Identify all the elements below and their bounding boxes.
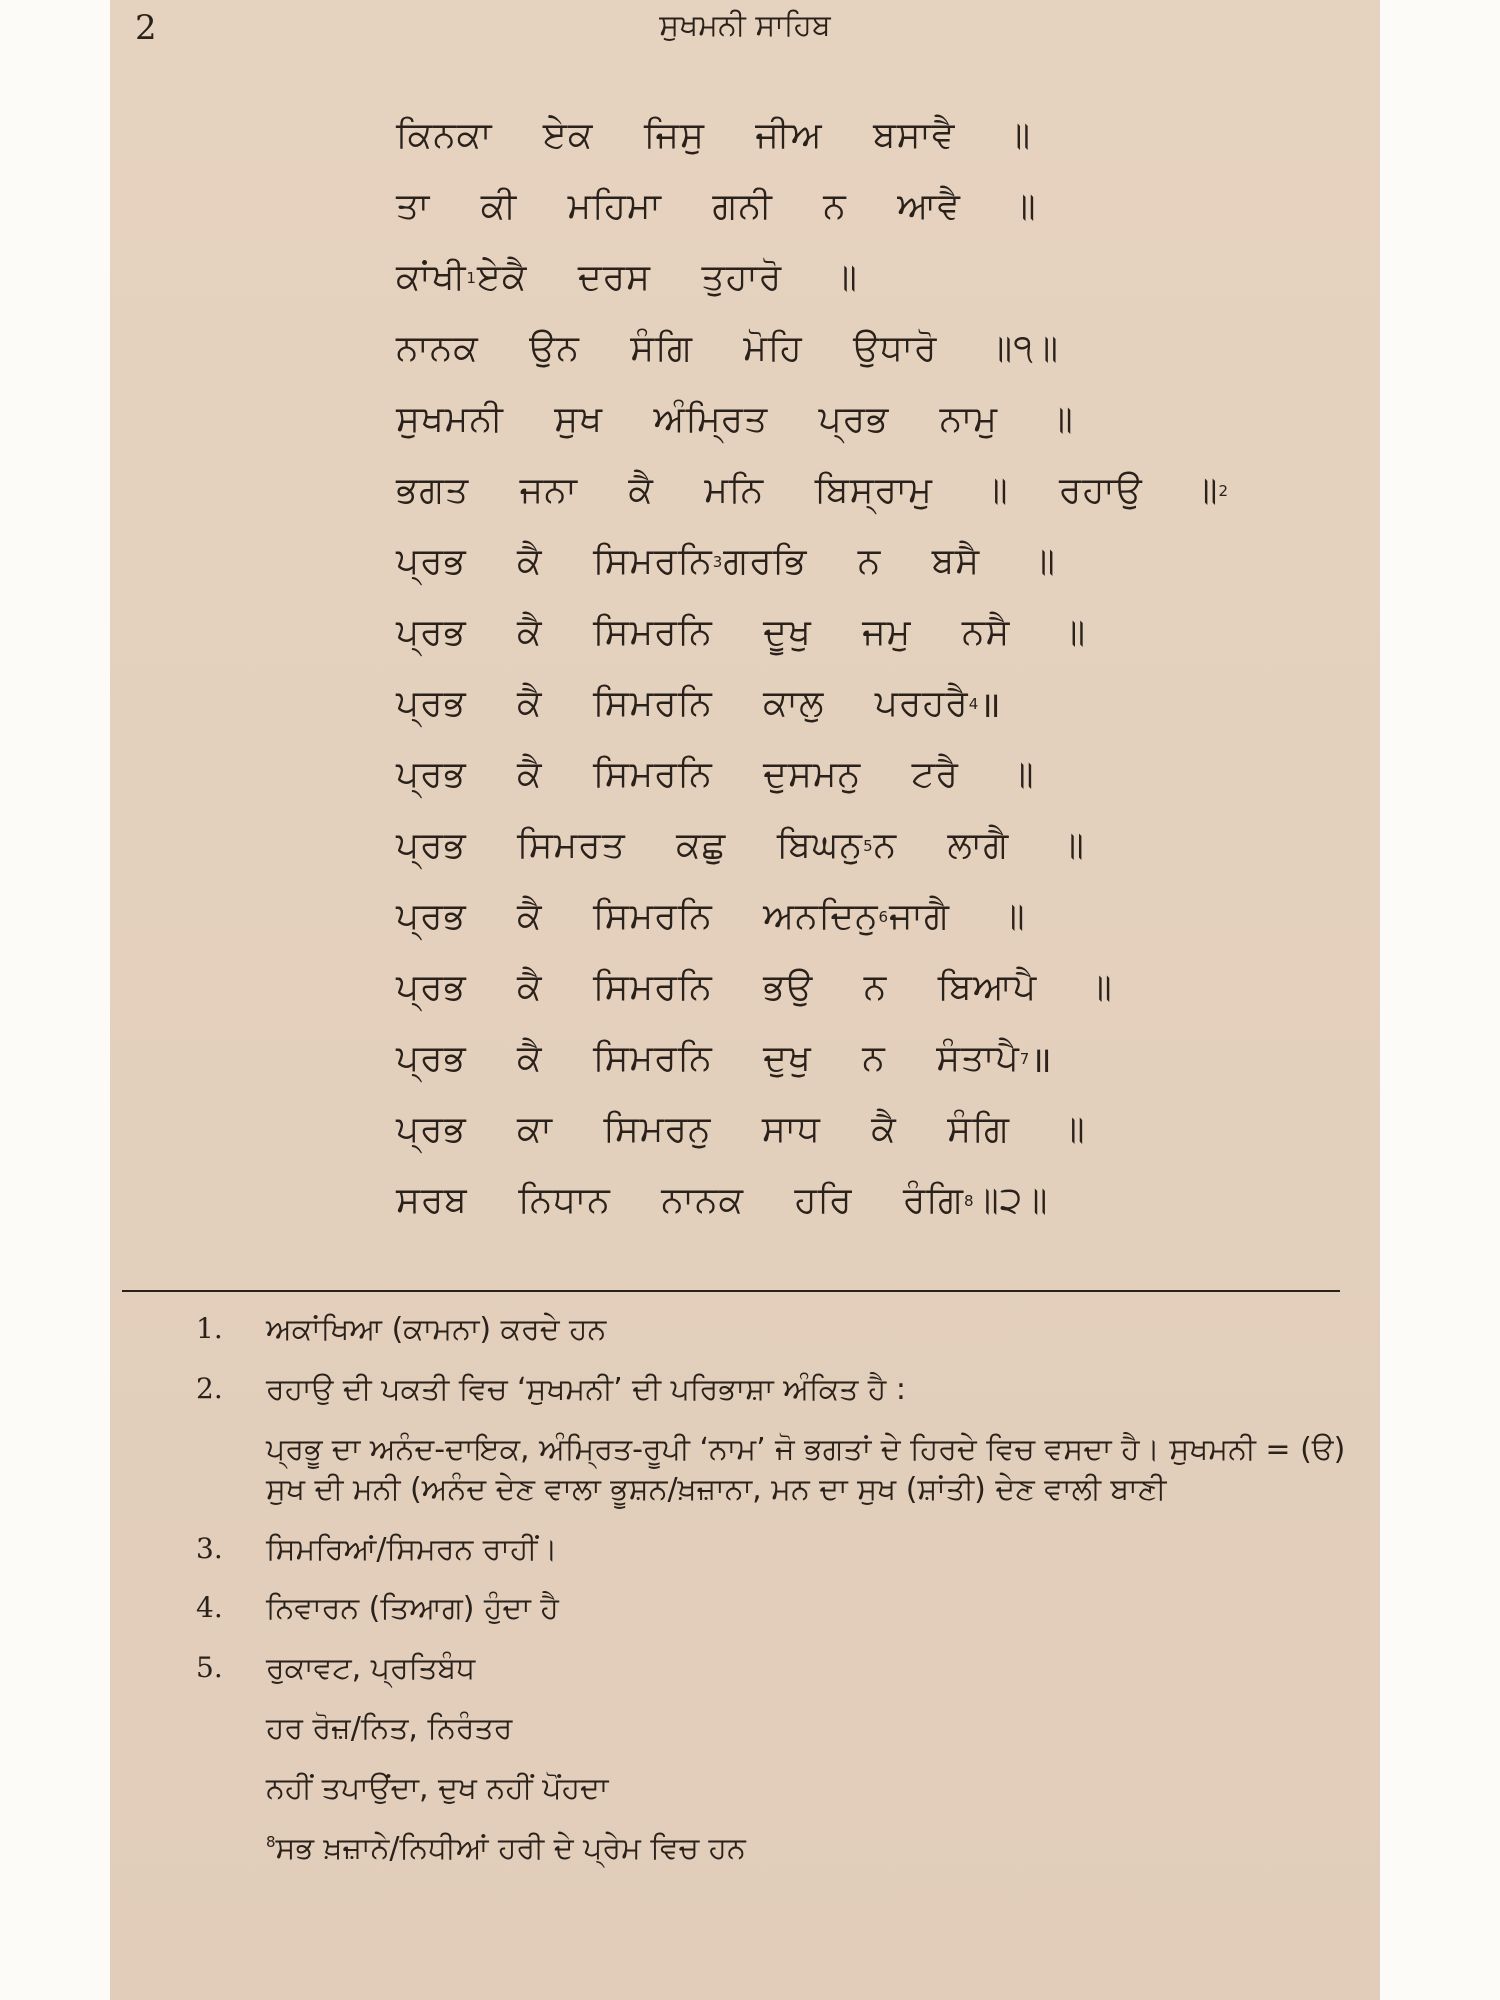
footnote-item: $^8$ਸਭ ਖ਼ਜ਼ਾਨੇ/ਨਿਧੀਆਂ ਹਰੀ ਦੇ ਪ੍ਰੇਮ ਵਿਚ ਹਨ — [266, 1831, 746, 1867]
footnotes — [196, 1310, 1366, 1869]
verse-line: ਕਾਂਖੀ 1 ਏਕੈ ਦਰਸ ਤੁਹਾਰੋ ॥ — [396, 256, 858, 298]
footnote-ref: 3 — [712, 552, 724, 571]
verse-line: ਸੁਖਮਨੀ ਸੁਖ ਅੰਮ੍ਰਿਤ ਪ੍ਰਭ ਨਾਮੁ ॥ — [396, 398, 1074, 440]
verse-line: ਪ੍ਰਭ ਕੈ ਸਿਮਰਨਿ ਦੁਖੁ ਨ ਸੰਤਾਪੈ 7 ॥ — [396, 1037, 1053, 1081]
page-number: 2 — [135, 8, 157, 48]
footnote-ref: 1 — [466, 268, 477, 287]
verse-line: ਨਾਨਕ ਉਨ ਸੰਗਿ ਮੋਹਿ ਉਧਾਰੋ ॥੧॥ — [396, 327, 1060, 369]
footnote-item: 5. ਰੁਕਾਵਟ, ਪ੍ਰਤਿਬੰਧ — [196, 1651, 476, 1687]
footnote-ref: 4 — [968, 694, 980, 713]
verse-line: ਭਗਤ ਜਨਾ ਕੈ ਮਨਿ ਬਿਸ੍ਰਾਮੁ ॥ ਰਹਾਉ ॥ 2 — [396, 469, 1230, 511]
footnote-ref: 7 — [1019, 1049, 1031, 1068]
verse-line: ਪ੍ਰਭ ਕੈ ਸਿਮਰਨਿ 3 ਗਰਭਿ ਨ ਬਸੈ ॥ — [396, 540, 1056, 582]
verse-block — [396, 100, 1230, 1236]
verse-line: ਪ੍ਰਭ ਕੈ ਸਿਮਰਨਿ ਭਉ ਨ ਬਿਆਪੈ ॥ — [396, 966, 1113, 1008]
footnote-item: ਪ੍ਰਭੂ ਦਾ ਅਨੰਦ-ਦਾਇਕ, ਅੰਮ੍ਰਿਤ-ਰੂਪੀ ‘ਨਾਮ’ ਜੋ ਭਗਤਾਂ ਦੇ ਹਿਰਦੇ ਵਿਚ ਵਸਦਾ ਹੈ। ਸੁਖਮਨੀ = (ੳ) ਸੁਖ ਦੀ ਮਨੀ (ਅਨੰਦ ਦੇਣ ਵਾਲਾ ਭੂਸ਼ਨ/ਖ਼ਜ਼ਾਨਾ, ਮਨ ਦਾ ਸੁਖ (ਸ਼ਾਂਤੀ) ਦੇਣ ਵਾਲੀ ਬਾਣੀ — [266, 1431, 1346, 1507]
footnote-ref: 5 — [863, 836, 874, 855]
footnote-item: 2. ਰਹਾਉ ਦੀ ਪਕਤੀ ਵਿਚ ‘ਸੁਖਮਨੀ’ ਦੀ ਪਰਿਭਾਸ਼ਾ ਅੰਕਿਤ ਹੈ : — [196, 1371, 906, 1407]
verse-line: ਪ੍ਰਭ ਸਿਮਰਤ ਕਛੁ ਬਿਘਨੁ 5 ਨ ਲਾਗੈ ॥ — [396, 824, 1085, 866]
verse-line: ਪ੍ਰਭ ਕਾ ਸਿਮਰਨੁ ਸਾਧ ਕੈ ਸੰਗਿ ॥ — [396, 1108, 1086, 1150]
footnote-item: 4. ਨਿਵਾਰਨ (ਤਿਆਗ) ਹੁੰਦਾ ਹੈ — [196, 1591, 559, 1627]
footnote-ref: 8 — [963, 1191, 975, 1210]
book-page — [110, 0, 1380, 2000]
footnote-item: 3. ਸਿਮਰਿਆਂ/ਸਿਮਰਨ ਰਾਹੀਂ। — [196, 1531, 558, 1567]
verse-line: ਪ੍ਰਭ ਕੈ ਸਿਮਰਨਿ ਅਨਦਿਨੁ 6 ਜਾਗੈ ॥ — [396, 895, 1026, 937]
footnote-ref: 8 — [266, 1833, 276, 1852]
footnote-divider — [122, 1290, 1340, 1292]
footnote-item: 1. ਅਕਾਂਖਿਆ (ਕਾਮਨਾ) ਕਰਦੇ ਹਨ — [196, 1312, 607, 1347]
footnote-item: ਨਹੀਂ ਤਪਾਉਂਦਾ, ਦੁਖ ਨਹੀਂ ਪੋਂਹਦਾ — [266, 1771, 609, 1807]
verse-line: ਤਾ ਕੀ ਮਹਿਮਾ ਗਨੀ ਨ ਆਵੈ ॥ — [396, 185, 1037, 227]
footnote-item: ਹਰ ਰੋਜ਼/ਨਿਤ, ਨਿਰੰਤਰ — [266, 1711, 513, 1747]
verse-line: ਪ੍ਰਭ ਕੈ ਸਿਮਰਨਿ ਕਾਲੁ ਪਰਹਰੈ 4 ॥ — [396, 682, 1002, 726]
footnote-ref: 6 — [878, 907, 890, 926]
verse-line: ਸਰਬ ਨਿਧਾਨ ਨਾਨਕ ਹਰਿ ਰੰਗਿ 8 ॥੨॥ — [396, 1179, 1049, 1221]
verse-line: ਕਿਨਕਾ ਏਕ ਜਿਸੁ ਜੀਅ ਬਸਾਵੈ ॥ — [396, 114, 1032, 156]
running-title: ਸੁਖਮਨੀ ਸਾਹਿਬ — [659, 8, 831, 43]
verse-line: ਪ੍ਰਭ ਕੈ ਸਿਮਰਨਿ ਦੁਸਮਨੁ ਟਰੈ ॥ — [396, 753, 1035, 795]
footnote-ref: 2 — [1218, 481, 1230, 500]
verse-line: ਪ੍ਰਭ ਕੈ ਸਿਮਰਨਿ ਦੂਖੁ ਜਮੁ ਨਸੈ ॥ — [396, 611, 1087, 653]
